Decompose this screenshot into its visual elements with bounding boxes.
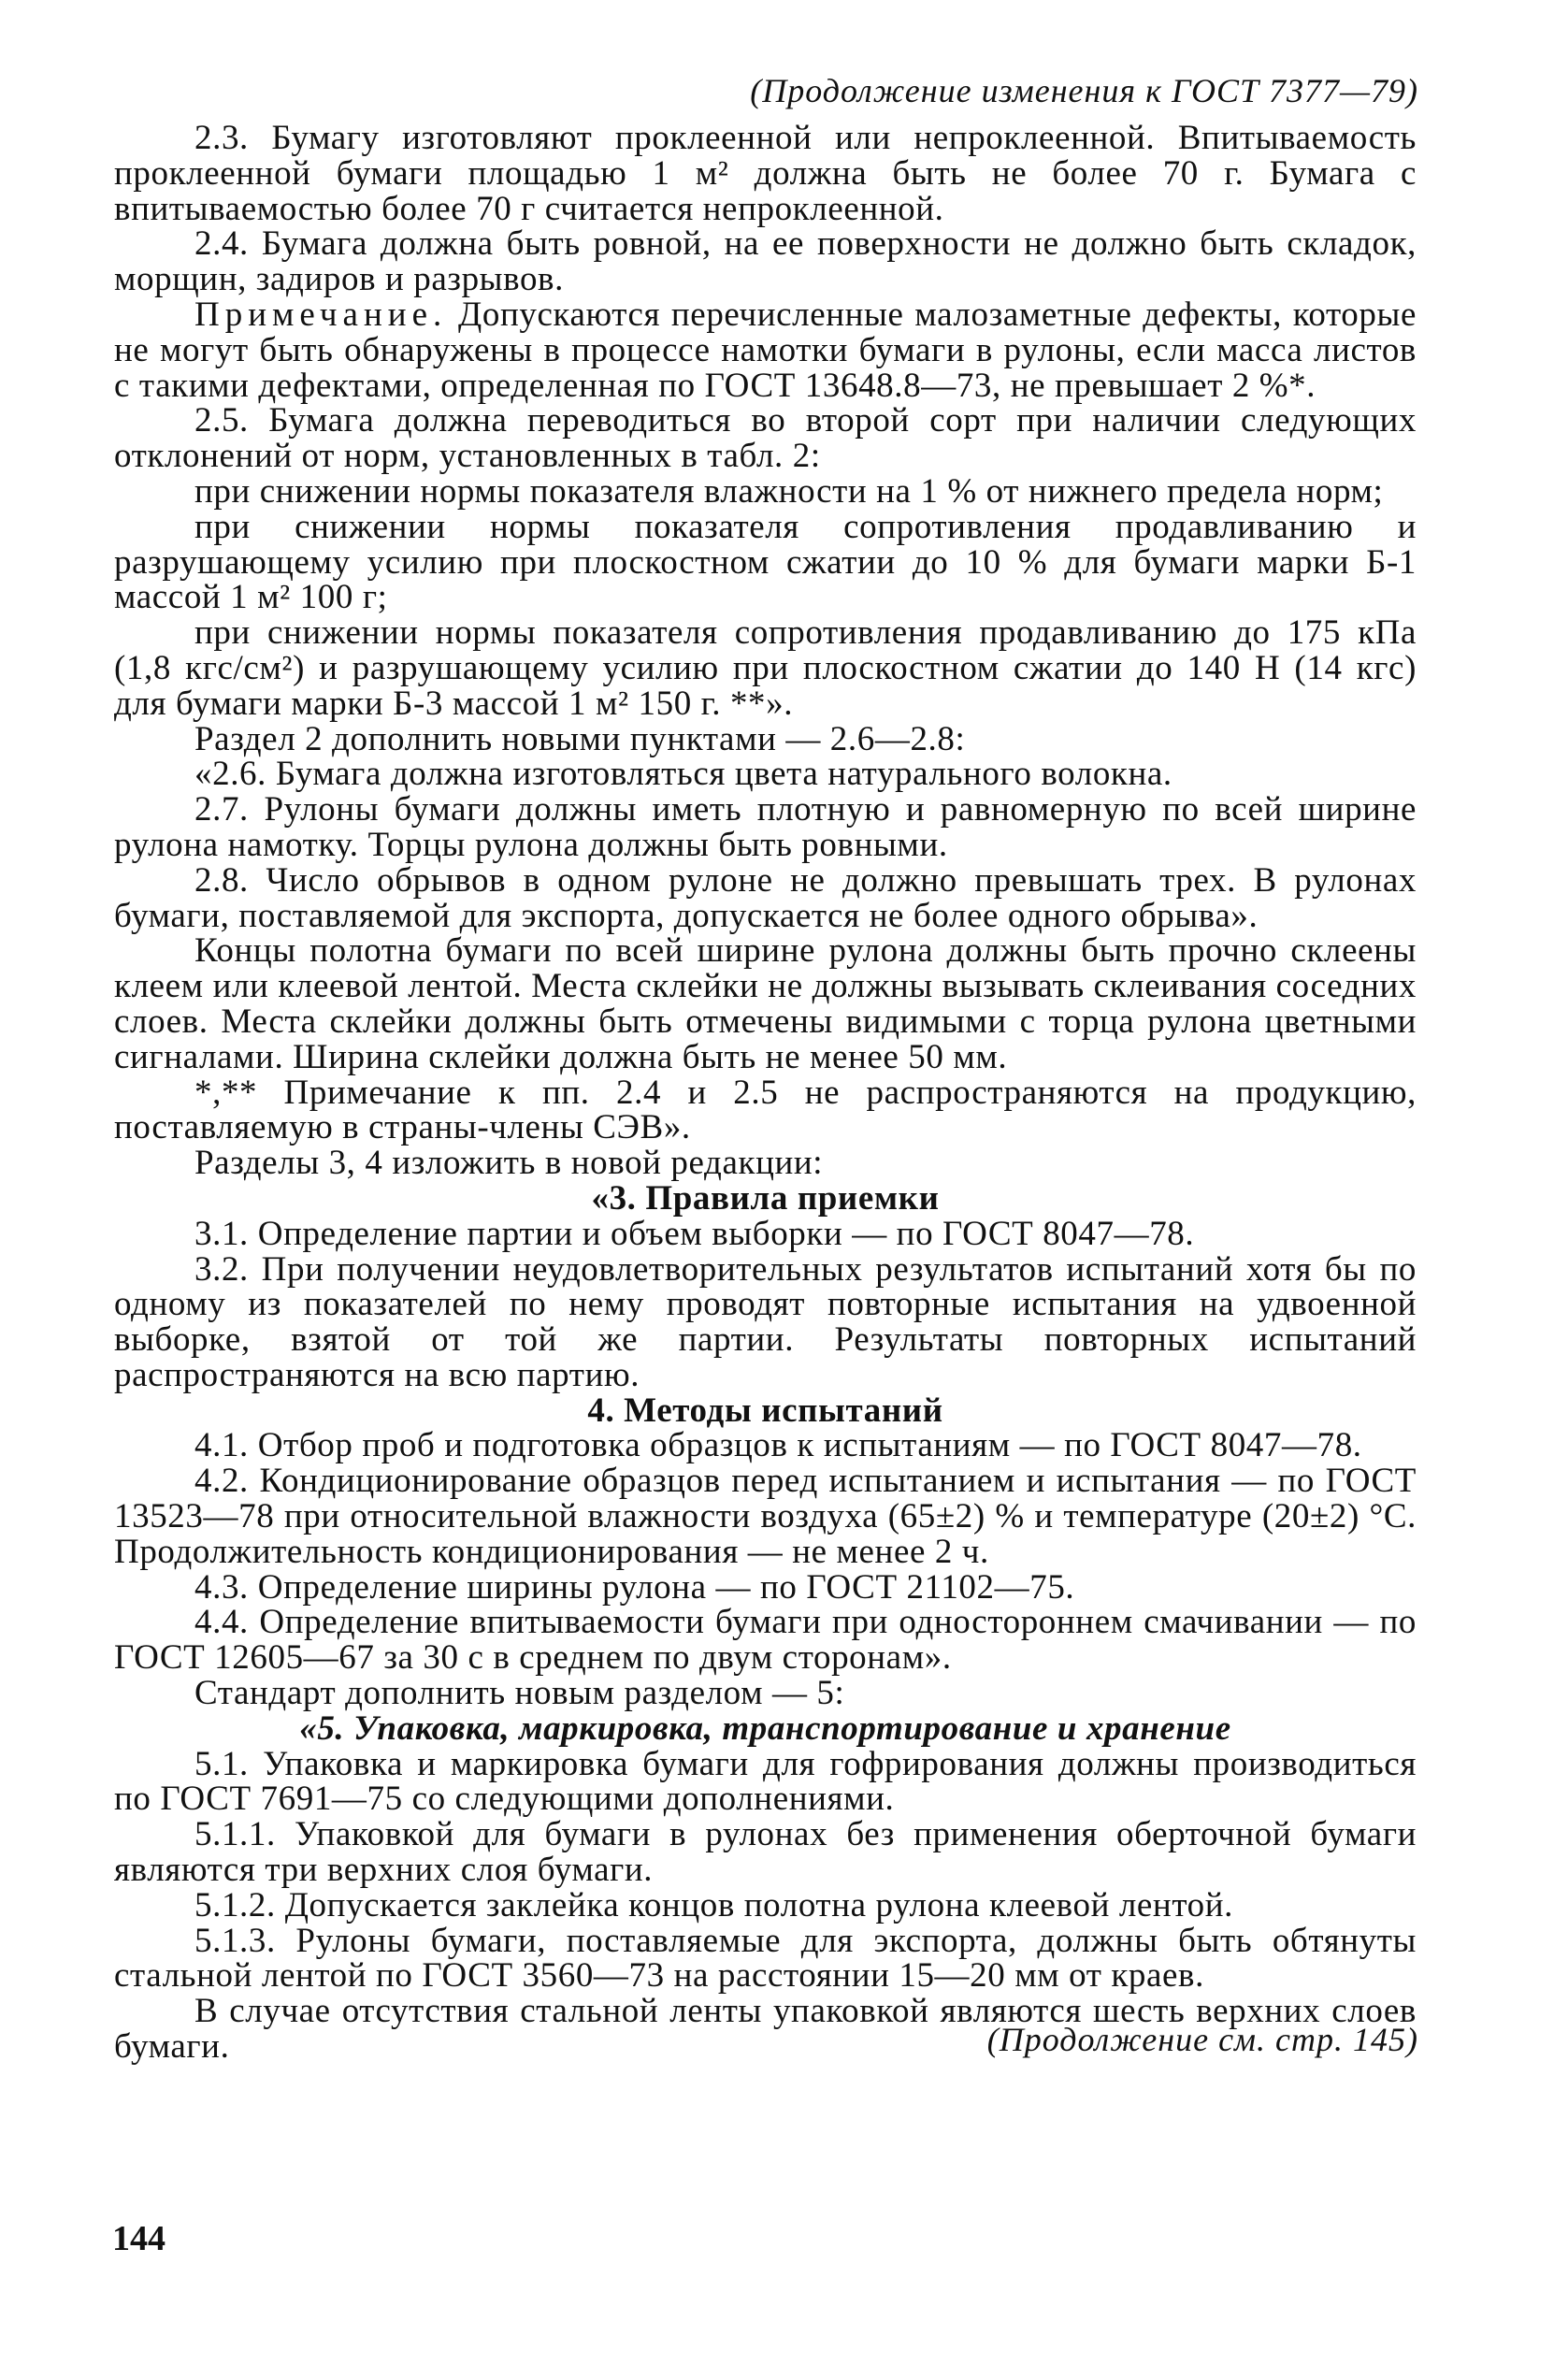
paragraph: 2.7. Рулоны бумаги должны иметь плотную и равномерную по всей ширине рулона намотку. Торцы рулона должны быть ровными. bbox=[114, 790, 1417, 864]
paragraph: 2.4. Бумага должна быть ровной, на ее поверхности не должно быть складок, морщин, задиров и разрывов. bbox=[114, 224, 1417, 299]
body-text bbox=[114, 121, 1417, 2065]
paragraph: *,** Примечание к пп. 2.4 и 2.5 не распространяются на продукцию, поставляемую в страны-члены СЭВ». bbox=[114, 1073, 1417, 1147]
paragraph: В случае отсутствия стальной ленты упаковкой являются шесть верхних слоев бумаги. bbox=[114, 1992, 1417, 2067]
paragraph: 5.1.3. Рулоны бумаги, поставляемые для экспорта, должны быть обтянуты стальной лентой по ГОСТ 3560—73 на расстоянии 15—20 мм от краев. bbox=[114, 1921, 1417, 1996]
paragraph: 4.1. Отбор проб и подготовка образцов к испытаниям — по ГОСТ 8047—78. bbox=[194, 1426, 1362, 1465]
paragraph: при снижении нормы показателя влажности на 1 % от нижнего предела норм; bbox=[194, 471, 1384, 511]
paragraph: Разделы 3, 4 изложить в новой редакции: bbox=[194, 1144, 824, 1183]
paragraph: Концы полотна бумаги по всей ширине рулона должны быть прочно склеены клеем или клеевой лентой. Места склейки не должны вызывать склеивания соседних слоев. Места склейки должны быть отмечены видимыми с торца рулона цветными сигналами. Ширина склейки должна быть не менее 50 мм. bbox=[114, 931, 1417, 1076]
paragraph: 5.1. Упаковка и маркировка бумаги для гофрирования должны производиться по ГОСТ 7691—75 со следующими дополнениями. bbox=[114, 1744, 1417, 1819]
paragraph: 2.8. Число обрывов в одном рулоне не должно превышать трех. В рулонах бумаги, поставляемой для экспорта, допускается не более одного обрыва». bbox=[114, 860, 1417, 935]
paragraph: 5.1.2. Допускается заклейка концов полотна рулона клеевой лентой. bbox=[194, 1885, 1233, 1924]
paragraph: 4.4. Определение впитываемости бумаги при одностороннем смачивании — по ГОСТ 12605—67 за 30 с в среднем по двум сторонам». bbox=[114, 1603, 1417, 1678]
paragraph: «2.6. Бумага должна изготовляться цвета натурального волокна. bbox=[194, 755, 1172, 794]
paragraph: Раздел 2 дополнить новыми пунктами — 2.6—2.8: bbox=[194, 719, 966, 758]
continued-note: (Продолжение см. стр. 145) bbox=[986, 2021, 1418, 2058]
paragraph: 2.5. Бумага должна переводиться во второй сорт при наличии следующих отклонений от норм, установленных в табл. 2: bbox=[114, 401, 1417, 476]
running-head: (Продолжение изменения к ГОСТ 7377—79) bbox=[750, 72, 1418, 109]
section-heading: 4. Методы испытаний bbox=[587, 1391, 943, 1430]
section-heading: «3. Правила приемки bbox=[591, 1178, 940, 1218]
paragraph: 4.3. Определение ширины рулона — по ГОСТ 21102—75. bbox=[194, 1567, 1075, 1607]
page-number: 144 bbox=[112, 2219, 165, 2258]
paragraph: при снижении нормы показателя сопротивления продавливанию до 175 кПа (1,8 кгс/см²) и разрушающему усилию при плоскостном сжатии до 140 Н (14 кгс) для бумаги марки Б-3 массой 1 м² 150 г. **». bbox=[114, 613, 1417, 723]
paragraph: при снижении нормы показателя сопротивления продавливанию и разрушающему усилию при плоскостном сжатии до 10 % для бумаги марки Б-1 массой 1 м² 100 г; bbox=[114, 507, 1417, 617]
paragraph: 3.1. Определение партии и объем выборки — по ГОСТ 8047—78. bbox=[194, 1214, 1195, 1253]
paragraph: 4.2. Кондиционирование образцов перед испытанием и испытания — по ГОСТ 13523—78 при относительной влажности воздуха (65±2) % и температуре (20±2) °С. Продолжительность кондиционирования — не менее 2 ч. bbox=[114, 1462, 1417, 1571]
note-label: Примечание. bbox=[194, 295, 448, 334]
paragraph: Стандарт дополнить новым разделом — 5: bbox=[194, 1674, 845, 1713]
paragraph: 3.2. При получении неудовлетворительных результатов испытаний хотя бы по одному из показателей по нему проводят повторные испытания на удвоенной выборке, взятой от той же партии. Результаты повторных испытаний распространяются на всю партию. bbox=[114, 1249, 1417, 1394]
note-text: Допускаются перечисленные малозаметные дефекты, которые не могут быть обнаружены в процессе намотки бумаги в рулоны, если масса листов с такими дефектами, определенная по ГОСТ 13648.8—73, не превышает 2 %*. bbox=[114, 295, 1417, 405]
paragraph bbox=[114, 297, 1417, 403]
paragraph: 5.1.1. Упаковкой для бумаги в рулонах без применения оберточной бумаги являются три верхних слоя бумаги. bbox=[114, 1815, 1417, 1890]
section-heading: «5. Упаковка, маркировка, транспортирование и хранение bbox=[299, 1708, 1231, 1748]
paragraph: 2.3. Бумагу изготовляют проклеенной или непроклеенной. Впитываемость проклеенной бумаги площадью 1 м² должна быть не более 70 г. Бумага с впитываемостью более 70 г считается непроклеенной. bbox=[114, 119, 1417, 228]
